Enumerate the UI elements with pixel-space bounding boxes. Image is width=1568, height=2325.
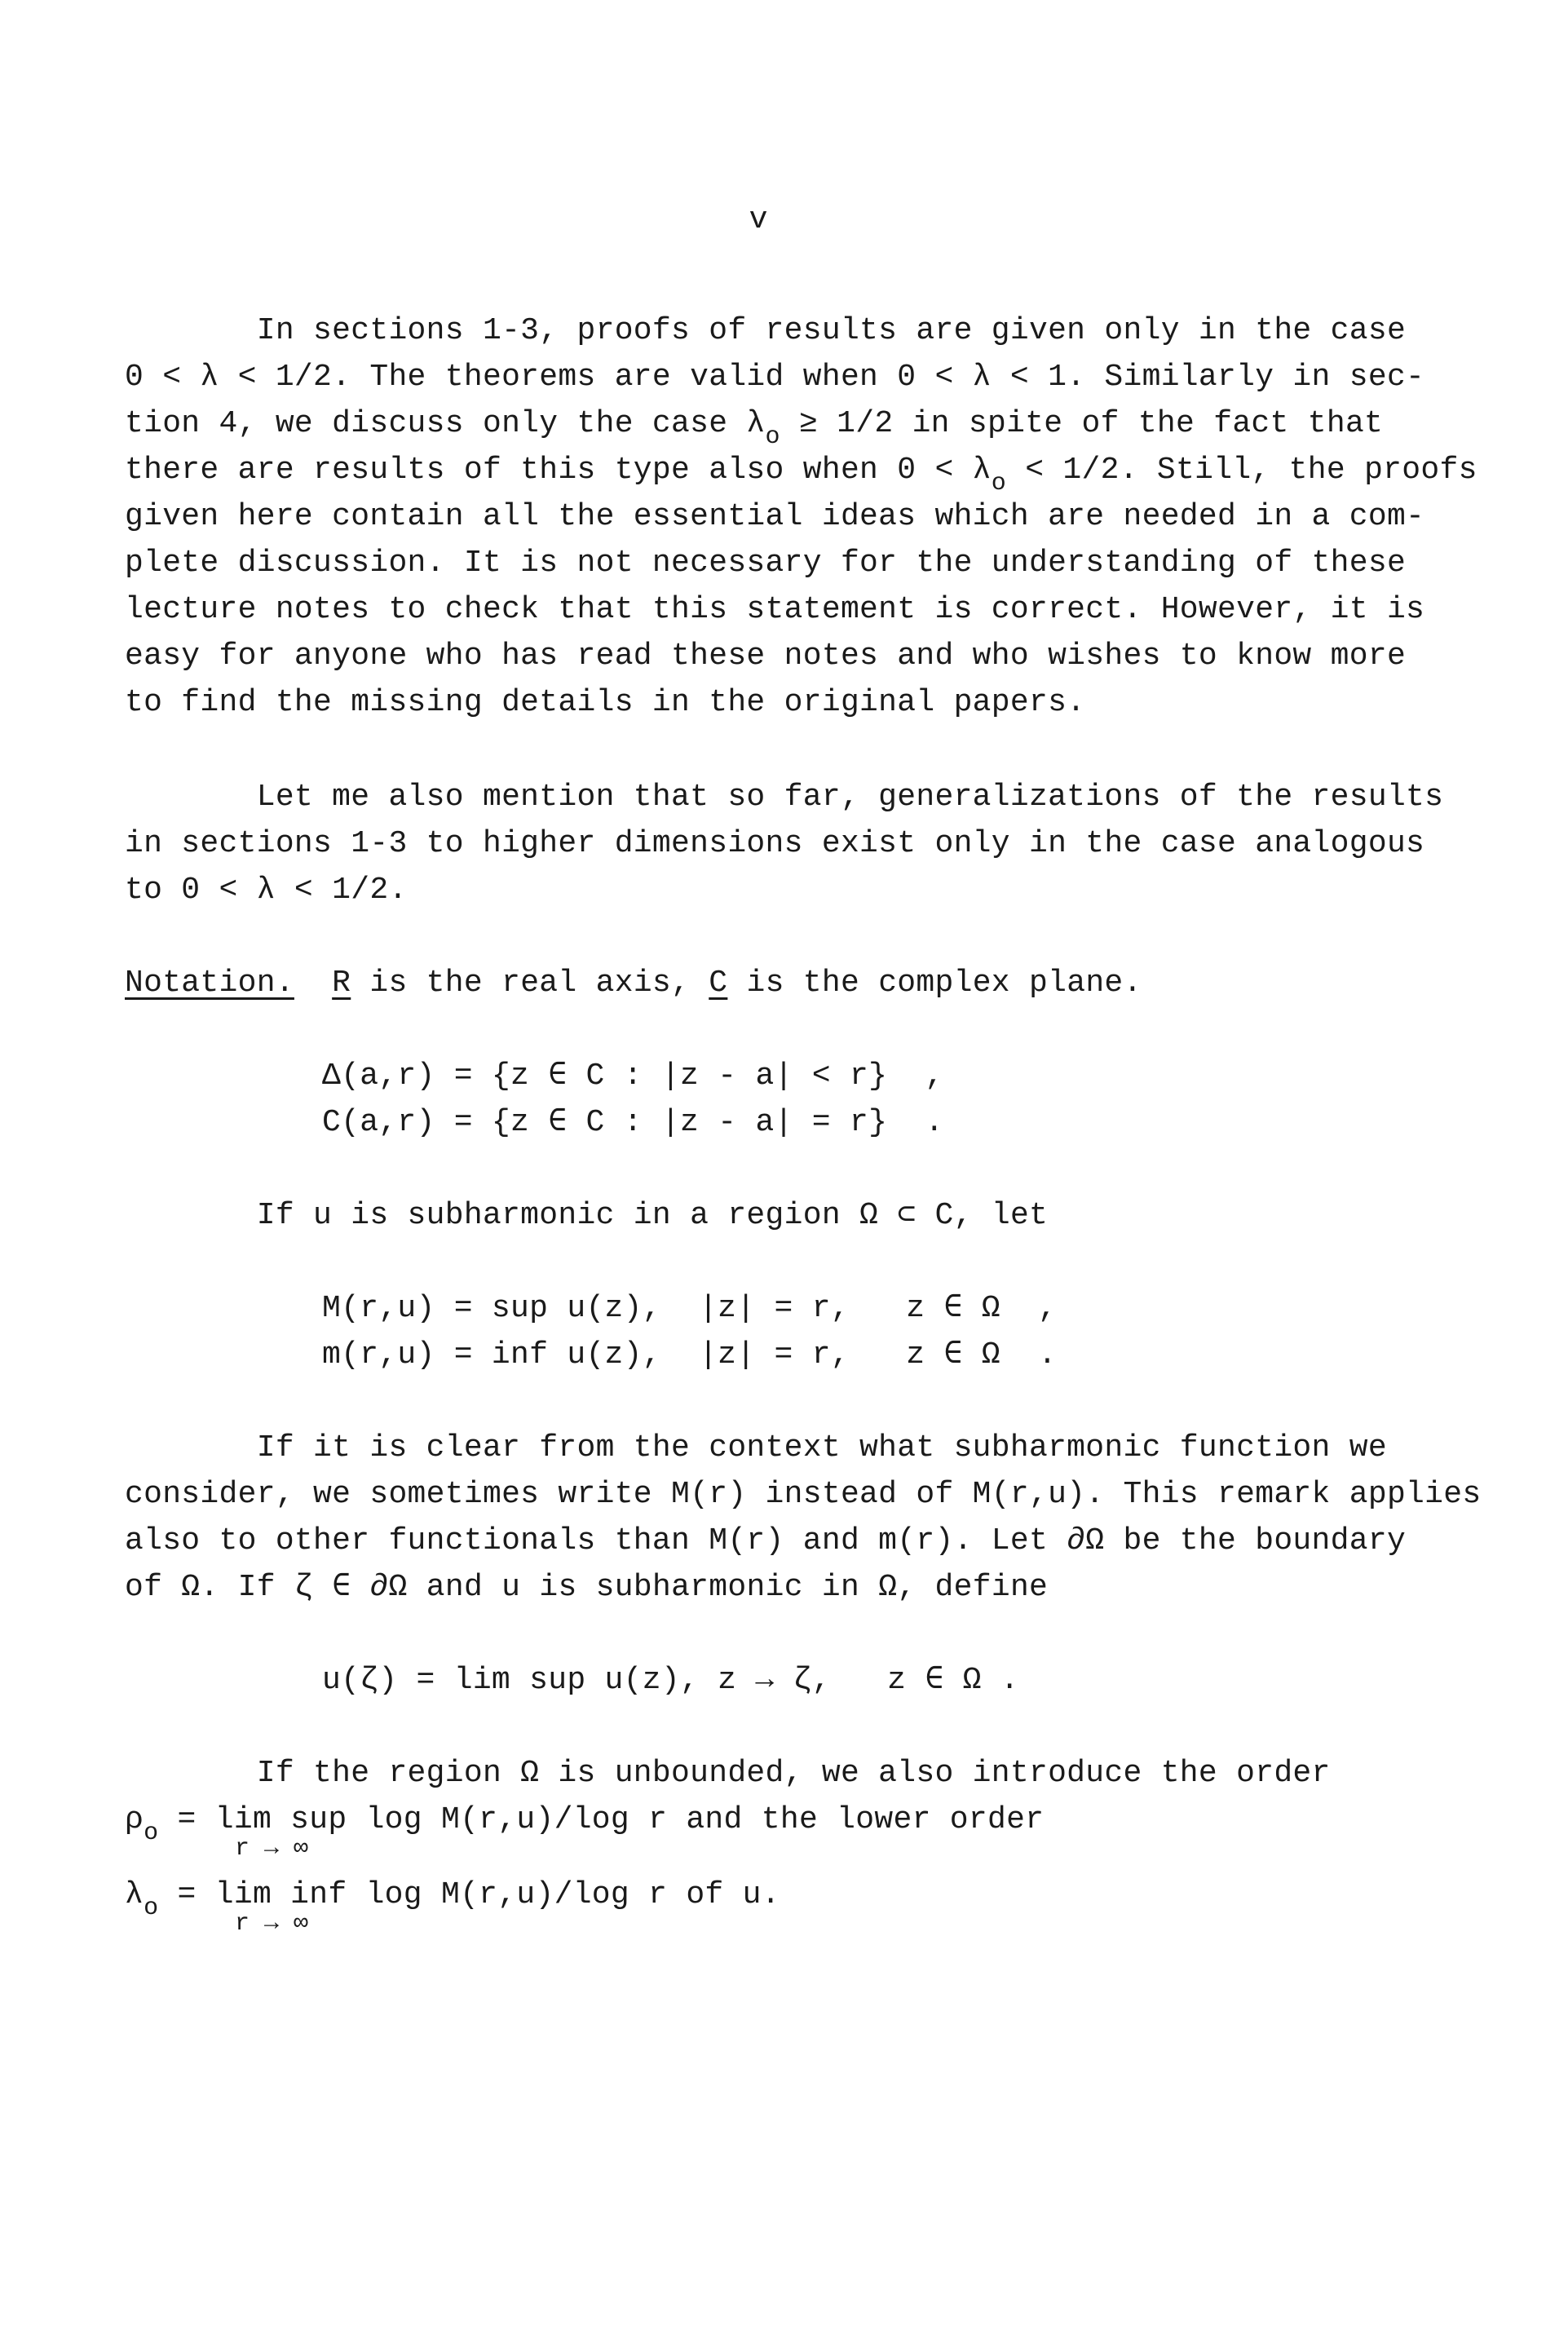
para1-line4: there are results of this type also when $0 < \lambda_o < 1/2$. Still, the proofs	[125, 453, 1477, 497]
para3-line3: also to other functionals than M(r) and m(r). Let ∂Ω be the boundary	[125, 1523, 1407, 1558]
order-limit: r → ∞	[235, 1835, 309, 1863]
order-intro: If the region Ω is unbounded, we also introduce the order	[125, 1756, 1331, 1791]
lower-order-def: $\lambda_o = \lim$ inf log M(r,u)/log r of u.	[125, 1877, 780, 1922]
para3-line4: of Ω. If ζ ∈ ∂Ω and u is subharmonic in Ω, define	[125, 1570, 1049, 1605]
min-def: m(r,u) = inf u(z), |z| = r, z ∈ Ω .	[322, 1337, 1058, 1372]
boundary-def: u(ζ) = lim sup u(z), z → ζ, z ∈ Ω .	[322, 1663, 1019, 1698]
para2-line3: to 0 < λ < 1/2.	[125, 873, 408, 908]
para3-line2: consider, we sometimes write M(r) instead of M(r,u). This remark applies	[125, 1477, 1482, 1512]
page-number: v	[749, 202, 768, 237]
para1-line9: to find the missing details in the original papers.	[125, 685, 1086, 720]
notation-line: Notation. R is the real axis, C is the complex plane.	[125, 966, 1142, 1001]
para1-line2: 0 < λ < 1/2. The theorems are valid when 0 < λ < 1. Similarly in sec-	[125, 360, 1425, 395]
complex-plane-symbol: C	[709, 966, 728, 1001]
max-def: M(r,u) = sup u(z), |z| = r, z ∈ Ω ,	[322, 1291, 1058, 1326]
open-disc-def: Δ(a,r) = {z ∈ C : |z - a| < r} ,	[322, 1059, 944, 1094]
lower-order-limit: r → ∞	[235, 1910, 309, 1938]
para2-line1: Let me also mention that so far, generalizations of the results	[125, 780, 1444, 815]
para1-line5: given here contain all the essential ideas which are needed in a com-	[125, 499, 1425, 534]
notation-label: Notation.	[125, 966, 294, 1001]
para1-line7: lecture notes to check that this statement is correct. However, it is	[125, 592, 1425, 627]
para1-line6: plete discussion. It is not necessary for the understanding of these	[125, 546, 1407, 581]
circle-def: C(a,r) = {z ∈ C : |z - a| = r} .	[322, 1105, 944, 1140]
para2-line2: in sections 1-3 to higher dimensions exist only in the case analogous	[125, 826, 1425, 861]
real-axis-symbol: R	[332, 966, 351, 1001]
para1-line3: tion 4, we discuss only the case $\lambda_o \ge 1/2$ in spite of the fact that	[125, 406, 1384, 451]
para1-line8: easy for anyone who has read these notes and who wishes to know more	[125, 639, 1407, 674]
para1-line1: In sections 1-3, proofs of results are given only in the case	[125, 313, 1407, 348]
subharmonic-intro: If u is subharmonic in a region Ω ⊂ C, let	[125, 1198, 1049, 1233]
order-def: $\rho_o = \lim$ sup log M(r,u)/log r and the lower order	[125, 1802, 1045, 1847]
para3-line1: If it is clear from the context what subharmonic function we	[125, 1430, 1387, 1465]
